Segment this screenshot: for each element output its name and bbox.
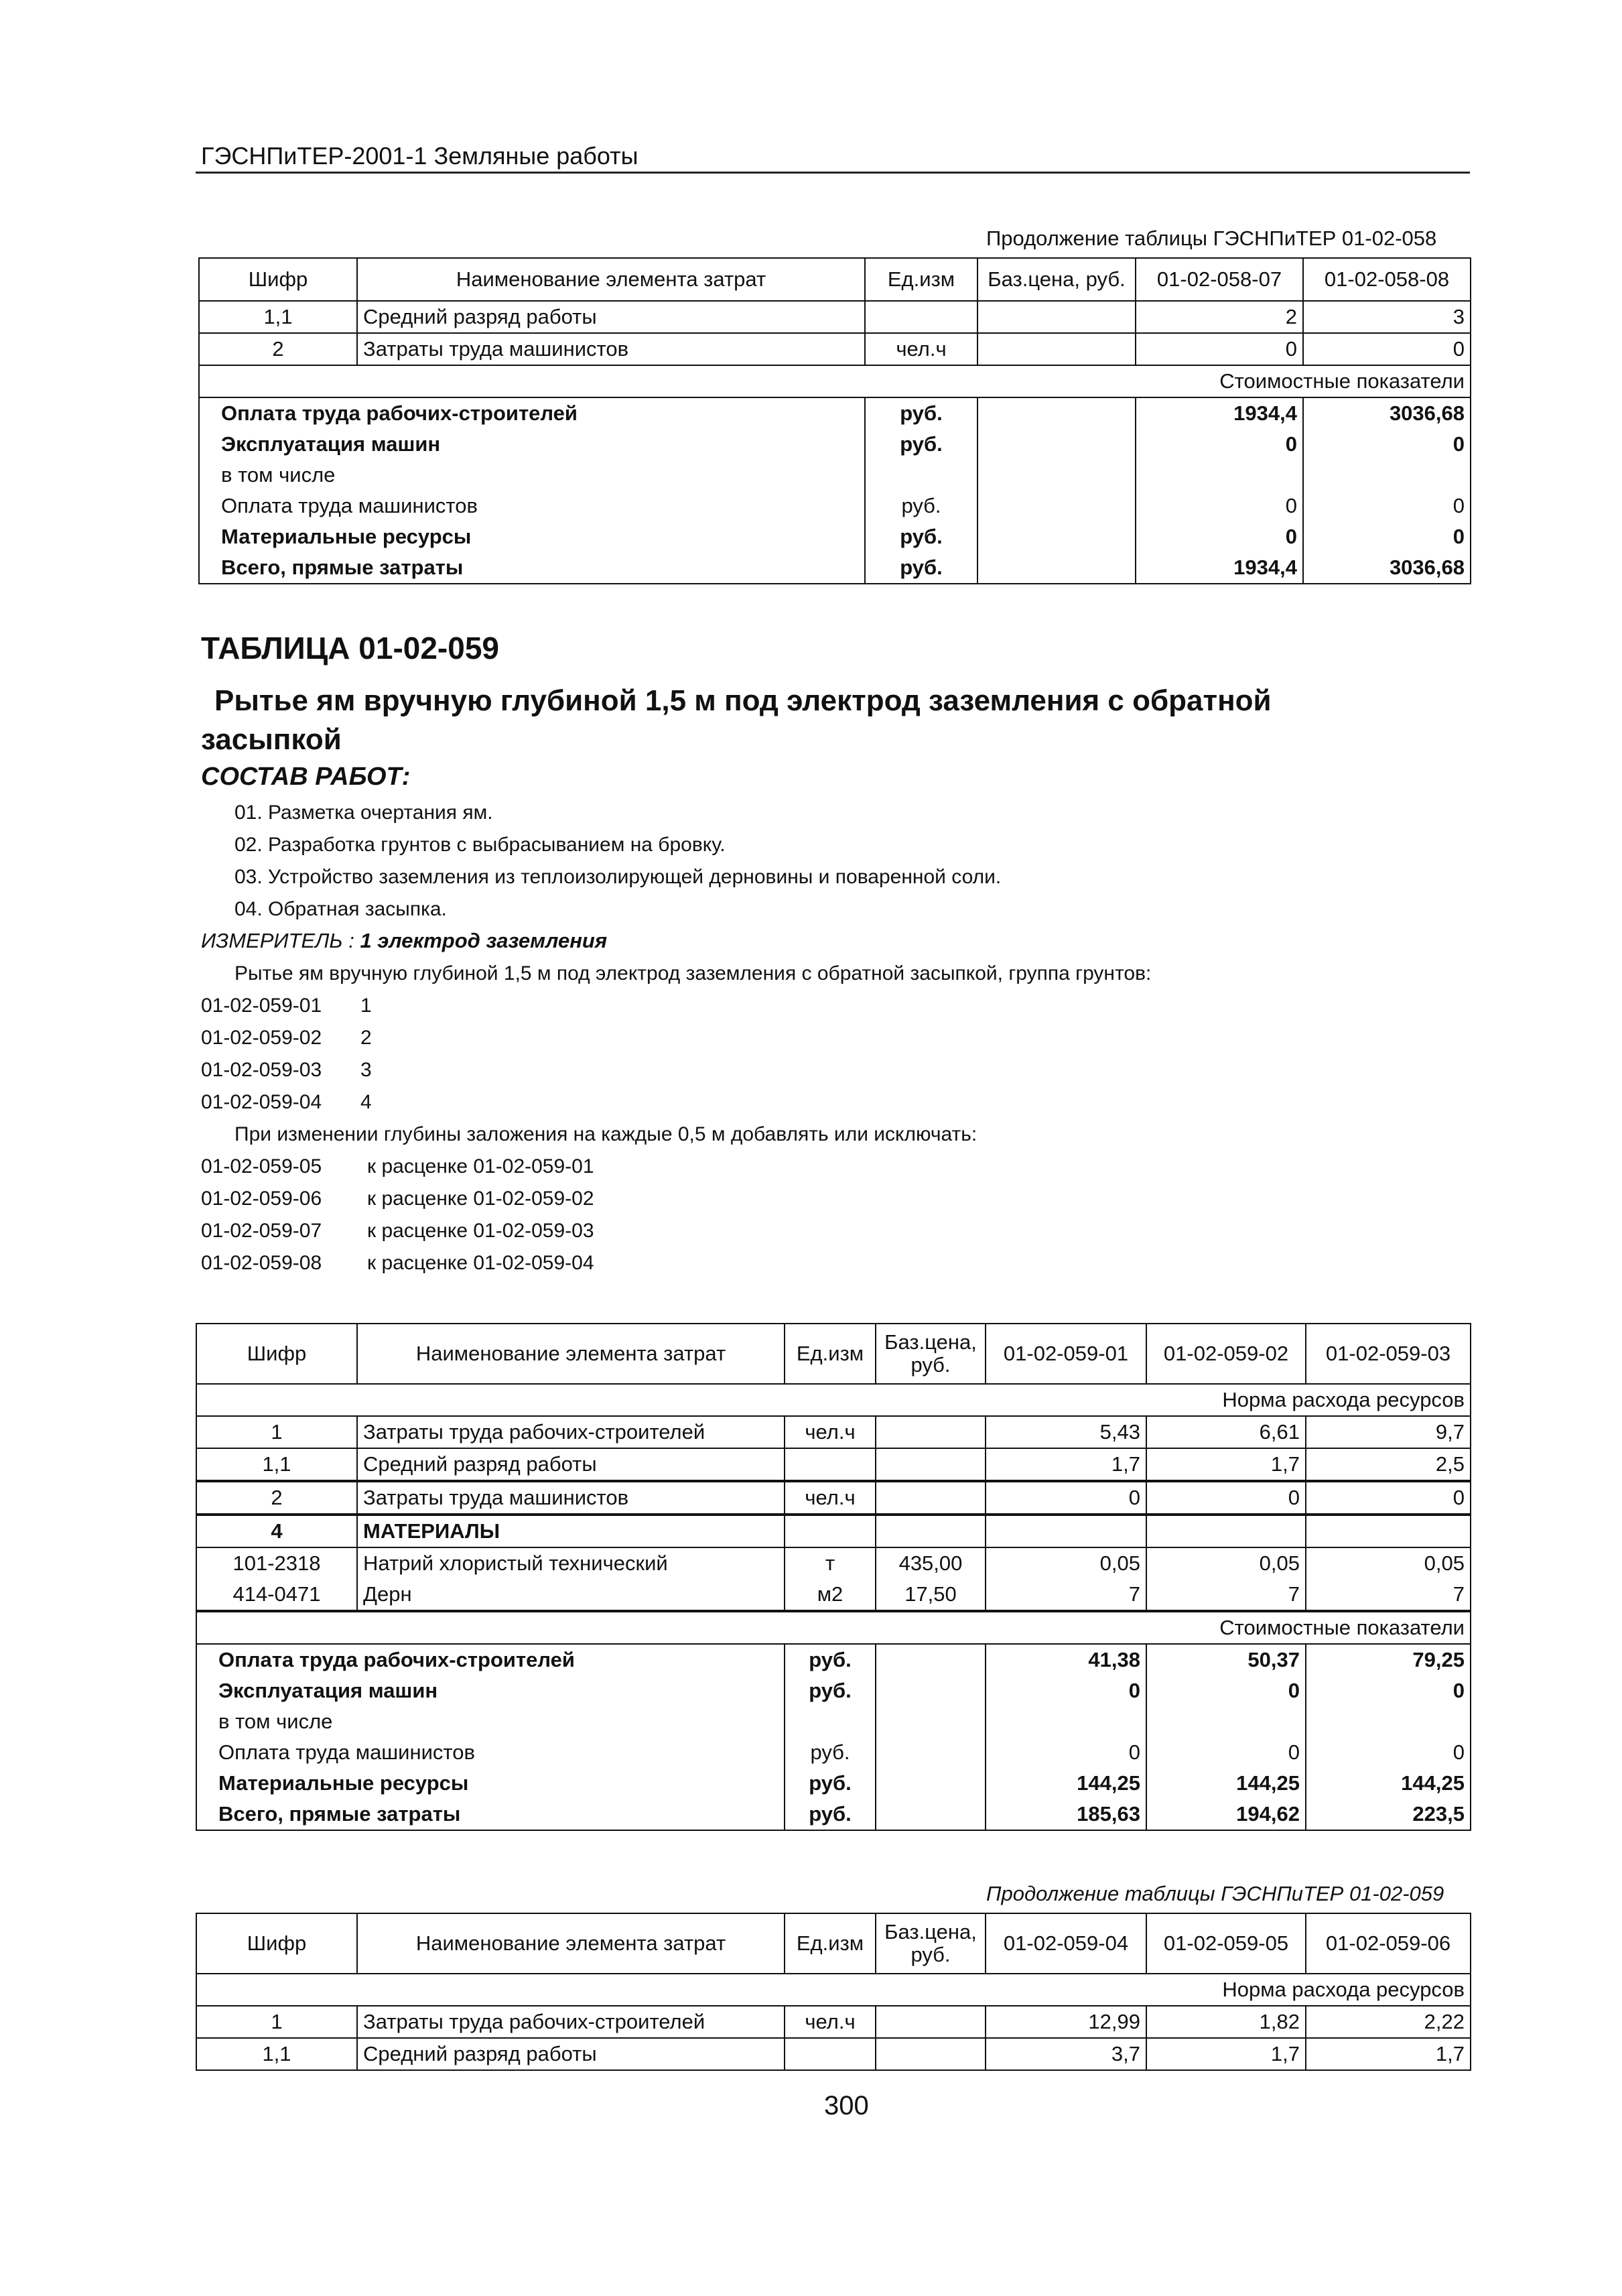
cell <box>785 1706 876 1737</box>
code: 01-02-059-08 <box>201 1252 322 1274</box>
cell: 7 <box>986 1579 1146 1611</box>
table-row <box>196 2006 1471 2038</box>
cell: 1934,4 <box>1136 552 1303 584</box>
cost-row <box>196 1799 1471 1830</box>
t2-head: Наименование элемента затрат <box>357 1324 785 1384</box>
cell: м2 <box>785 1579 876 1611</box>
sostav-heading: СОСТАВ РАБОТ: <box>201 763 411 791</box>
cell: Натрий хлористый технический <box>357 1547 785 1579</box>
t3-head: руб. <box>910 1943 951 1966</box>
cost-row <box>199 460 1471 491</box>
t2-head: 01-02-059-01 <box>986 1324 1146 1384</box>
cell <box>785 1448 876 1481</box>
norma-label: Норма расхода ресурсов <box>196 1384 1471 1416</box>
cell: чел.ч <box>865 333 977 365</box>
cell <box>865 301 977 333</box>
cell: Эксплуатация машин <box>196 1675 785 1706</box>
cell: 0 <box>1303 429 1471 460</box>
cell <box>977 301 1136 333</box>
t3-head: 01-02-059-04 <box>986 1913 1146 1974</box>
page-number: 300 <box>824 2091 869 2120</box>
cell <box>977 552 1136 584</box>
cell: 1,7 <box>1146 2038 1306 2070</box>
t3-header-row <box>196 1913 1471 1974</box>
cell <box>977 491 1136 521</box>
cell: 0,05 <box>986 1547 1146 1579</box>
cell: Затраты труда машинистов <box>357 333 865 365</box>
cell: 2 <box>196 1481 357 1515</box>
step-item: 02. Разработка грунтов с выбрасыванием на бровку. <box>234 834 726 856</box>
cell: 0 <box>1306 1481 1471 1515</box>
t3-head: 01-02-059-06 <box>1306 1913 1471 1974</box>
cell: 41,38 <box>986 1644 1146 1675</box>
cell <box>876 1768 986 1799</box>
izmeritel-value: 1 электрод заземления <box>360 929 608 952</box>
cell: Оплата труда рабочих-строителей <box>196 1644 785 1675</box>
code: 01-02-059-07 <box>201 1220 322 1242</box>
cell: 0,05 <box>1146 1547 1306 1579</box>
cell <box>876 1675 986 1706</box>
t1-head: Баз.цена, руб. <box>977 258 1136 301</box>
cell: 3,7 <box>986 2038 1146 2070</box>
cell: руб. <box>785 1644 876 1675</box>
table-row <box>196 1481 1471 1515</box>
table-row <box>196 1448 1471 1481</box>
t2-head: 01-02-059-03 <box>1306 1324 1471 1384</box>
step-item: 04. Обратная засыпка. <box>234 898 447 920</box>
cell <box>865 460 977 491</box>
table-row <box>199 333 1471 365</box>
cell: 7 <box>1306 1579 1471 1611</box>
cell: 0 <box>1146 1675 1306 1706</box>
cell: 1,1 <box>196 2038 357 2070</box>
table-row <box>196 1547 1471 1579</box>
cell: 2 <box>199 333 357 365</box>
code-value: к расценке 01-02-059-03 <box>367 1220 594 1242</box>
section-label: Стоимостные показатели <box>199 365 1471 397</box>
cell: 0 <box>1303 521 1471 552</box>
cost-row <box>199 491 1471 521</box>
cell: 1934,4 <box>1136 397 1303 429</box>
cell <box>986 1706 1146 1737</box>
cell: 0 <box>986 1481 1146 1515</box>
cost-row <box>199 552 1471 584</box>
cell: 1,82 <box>1146 2006 1306 2038</box>
cell <box>876 1706 986 1737</box>
cell <box>785 2038 876 2070</box>
cell: 1 <box>196 2006 357 2038</box>
table-row <box>196 1579 1471 1611</box>
code-value: к расценке 01-02-059-02 <box>367 1188 594 1210</box>
table-row <box>199 301 1471 333</box>
t2-head-price <box>876 1324 986 1384</box>
t3-head: Шифр <box>196 1913 357 1974</box>
code: 01-02-059-04 <box>201 1091 322 1113</box>
cell: 1,1 <box>199 301 357 333</box>
t2-head: Баз.цена, <box>884 1330 977 1354</box>
cell: руб. <box>865 552 977 584</box>
cell: 101-2318 <box>196 1547 357 1579</box>
t1-head: Наименование элемента затрат <box>357 258 865 301</box>
cell: Средний разряд работы <box>357 1448 785 1481</box>
code-value: 3 <box>360 1059 372 1081</box>
t2-head: Ед.изм <box>785 1324 876 1384</box>
table-title: ТАБЛИЦА 01-02-059 <box>201 631 499 665</box>
cell: руб. <box>865 491 977 521</box>
cell: 50,37 <box>1146 1644 1306 1675</box>
cell: Затраты труда рабочих-строителей <box>357 1416 785 1448</box>
cell <box>1303 460 1471 491</box>
cell <box>977 521 1136 552</box>
cell: Оплата труда машинистов <box>199 491 865 521</box>
cell <box>785 1515 876 1547</box>
cost-row <box>196 1706 1471 1737</box>
section-row <box>196 1611 1471 1644</box>
cell: 223,5 <box>1306 1799 1471 1830</box>
cell <box>1146 1515 1306 1547</box>
izmeritel-label: ИЗМЕРИТЕЛЬ : <box>201 929 354 952</box>
cell: 1,7 <box>986 1448 1146 1481</box>
code: 01-02-059-06 <box>201 1188 322 1210</box>
norma-row <box>196 1974 1471 2006</box>
cell: 3 <box>1303 301 1471 333</box>
cell <box>977 397 1136 429</box>
cell: 0 <box>1146 1737 1306 1768</box>
cell: 2,5 <box>1306 1448 1471 1481</box>
description: Рытье ям вручную глубиной 1,5 м под электрод заземления с обратной засыпкой, группа грунтов: <box>234 962 1152 984</box>
cell: 0 <box>1303 333 1471 365</box>
cell: 0 <box>1303 491 1471 521</box>
cell: т <box>785 1547 876 1579</box>
header-rule <box>196 172 1470 174</box>
cost-row <box>196 1644 1471 1675</box>
t2-head: Шифр <box>196 1324 357 1384</box>
cell <box>876 2038 986 2070</box>
step-item: 01. Разметка очертания ям. <box>234 802 493 824</box>
code-value: к расценке 01-02-059-01 <box>367 1155 594 1177</box>
cell: Затраты труда рабочих-строителей <box>357 2006 785 2038</box>
cell: 0 <box>1136 521 1303 552</box>
t1-head: 01-02-058-08 <box>1303 258 1471 301</box>
cell: 0 <box>1306 1737 1471 1768</box>
cell: 2,22 <box>1306 2006 1471 2038</box>
cell <box>1136 460 1303 491</box>
t3-head: Баз.цена, <box>884 1920 977 1943</box>
cell: руб. <box>865 429 977 460</box>
cell: руб. <box>865 397 977 429</box>
t3-head: Наименование элемента затрат <box>357 1913 785 1974</box>
work-title-line-1: Рытье ям вручную глубиной 1,5 м под электрод заземления с обратной <box>214 684 1272 717</box>
cell <box>986 1515 1146 1547</box>
cell: 79,25 <box>1306 1644 1471 1675</box>
cell: 144,25 <box>986 1768 1146 1799</box>
cell: 0 <box>1146 1481 1306 1515</box>
cell: Затраты труда машинистов <box>357 1481 785 1515</box>
t2-head: 01-02-059-02 <box>1146 1324 1306 1384</box>
cost-row <box>199 521 1471 552</box>
cell: 194,62 <box>1146 1799 1306 1830</box>
cell: руб. <box>785 1675 876 1706</box>
cell: 12,99 <box>986 2006 1146 2038</box>
cell: Всего, прямые затраты <box>196 1799 785 1830</box>
cell <box>1306 1515 1471 1547</box>
cell: 7 <box>1146 1579 1306 1611</box>
cell <box>876 2006 986 2038</box>
table-row <box>196 2038 1471 2070</box>
t1-head: 01-02-058-07 <box>1136 258 1303 301</box>
cell: 414-0471 <box>196 1579 357 1611</box>
cell <box>876 1799 986 1830</box>
cell: руб. <box>865 521 977 552</box>
cell: чел.ч <box>785 2006 876 2038</box>
t3-table <box>196 1913 1471 2071</box>
code-value: 4 <box>360 1091 372 1113</box>
table-row <box>196 1515 1471 1547</box>
cell: 6,61 <box>1146 1416 1306 1448</box>
t2-header-row <box>196 1324 1471 1384</box>
code-value: 1 <box>360 995 372 1017</box>
cost-row <box>196 1737 1471 1768</box>
cell: в том числе <box>199 460 865 491</box>
code: 01-02-059-05 <box>201 1155 322 1177</box>
t3-head: 01-02-059-05 <box>1146 1913 1306 1974</box>
t1-head: Ед.изм <box>865 258 977 301</box>
t3-head-price <box>876 1913 986 1974</box>
cell: руб. <box>785 1799 876 1830</box>
t3-caption: Продолжение таблицы ГЭСНПиТЕР 01-02-059 <box>986 1882 1444 1905</box>
cell: 0 <box>1306 1675 1471 1706</box>
cell <box>876 1737 986 1768</box>
cell <box>977 429 1136 460</box>
cell: 0 <box>1136 333 1303 365</box>
cell: Эксплуатация машин <box>199 429 865 460</box>
cell <box>977 460 1136 491</box>
cell: 1,7 <box>1306 2038 1471 2070</box>
cell: 144,25 <box>1306 1768 1471 1799</box>
cell: 2 <box>1136 301 1303 333</box>
t3-head: Ед.изм <box>785 1913 876 1974</box>
cell: 3036,68 <box>1303 397 1471 429</box>
cell: МАТЕРИАЛЫ <box>357 1515 785 1547</box>
cell: руб. <box>785 1768 876 1799</box>
cell: 4 <box>196 1515 357 1547</box>
cell: 144,25 <box>1146 1768 1306 1799</box>
cell: 1,7 <box>1146 1448 1306 1481</box>
cell: 3036,68 <box>1303 552 1471 584</box>
cost-row <box>199 429 1471 460</box>
cell: 0 <box>986 1675 1146 1706</box>
cell: Материальные ресурсы <box>196 1768 785 1799</box>
cell: в том числе <box>196 1706 785 1737</box>
depth-note: При изменении глубины заложения на каждые 0,5 м добавлять или исключать: <box>234 1123 977 1145</box>
cell <box>876 1515 986 1547</box>
cell <box>1146 1706 1306 1737</box>
code-value: к расценке 01-02-059-04 <box>367 1252 594 1274</box>
cell: 0,05 <box>1306 1547 1471 1579</box>
cell: чел.ч <box>785 1481 876 1515</box>
cell: Средний разряд работы <box>357 301 865 333</box>
t2-head: руб. <box>910 1353 951 1377</box>
izmeritel <box>201 929 607 953</box>
cell: Оплата труда машинистов <box>196 1737 785 1768</box>
code: 01-02-059-01 <box>201 995 322 1017</box>
code: 01-02-059-02 <box>201 1027 322 1049</box>
cell: 17,50 <box>876 1579 986 1611</box>
cell: 1,1 <box>196 1448 357 1481</box>
cell: 0 <box>1136 491 1303 521</box>
cost-row <box>199 397 1471 429</box>
cell <box>876 1644 986 1675</box>
t1-caption: Продолжение таблицы ГЭСНПиТЕР 01-02-058 <box>986 227 1437 250</box>
cell <box>876 1448 986 1481</box>
cell: 1 <box>196 1416 357 1448</box>
code-value: 2 <box>360 1027 372 1049</box>
cell: чел.ч <box>785 1416 876 1448</box>
t1-table <box>198 257 1471 584</box>
cell <box>1306 1706 1471 1737</box>
norma-label: Норма расхода ресурсов <box>196 1974 1471 2006</box>
cell: 435,00 <box>876 1547 986 1579</box>
cell <box>876 1416 986 1448</box>
t2-table <box>196 1323 1471 1831</box>
section-label: Стоимостные показатели <box>196 1611 1471 1644</box>
cell <box>876 1481 986 1515</box>
cell: 5,43 <box>986 1416 1146 1448</box>
cost-row <box>196 1768 1471 1799</box>
cell: 0 <box>1136 429 1303 460</box>
table-row <box>196 1416 1471 1448</box>
section-row <box>199 365 1471 397</box>
cost-row <box>196 1675 1471 1706</box>
cell: Материальные ресурсы <box>199 521 865 552</box>
t1-head: Шифр <box>199 258 357 301</box>
cell: руб. <box>785 1737 876 1768</box>
step-item: 03. Устройство заземления из теплоизолирующей дерновины и поваренной соли. <box>234 866 1002 888</box>
cell: 9,7 <box>1306 1416 1471 1448</box>
cell: Оплата труда рабочих-строителей <box>199 397 865 429</box>
code: 01-02-059-03 <box>201 1059 322 1081</box>
running-title: ГЭСНПиТЕР-2001-1 Земляные работы <box>201 142 638 170</box>
work-title-line-2: засыпкой <box>201 723 342 756</box>
cell: Средний разряд работы <box>357 2038 785 2070</box>
cell: 185,63 <box>986 1799 1146 1830</box>
t1-header-row <box>199 258 1471 301</box>
norma-row <box>196 1384 1471 1416</box>
cell: 0 <box>986 1737 1146 1768</box>
cell: Всего, прямые затраты <box>199 552 865 584</box>
cell: Дерн <box>357 1579 785 1611</box>
cell <box>977 333 1136 365</box>
